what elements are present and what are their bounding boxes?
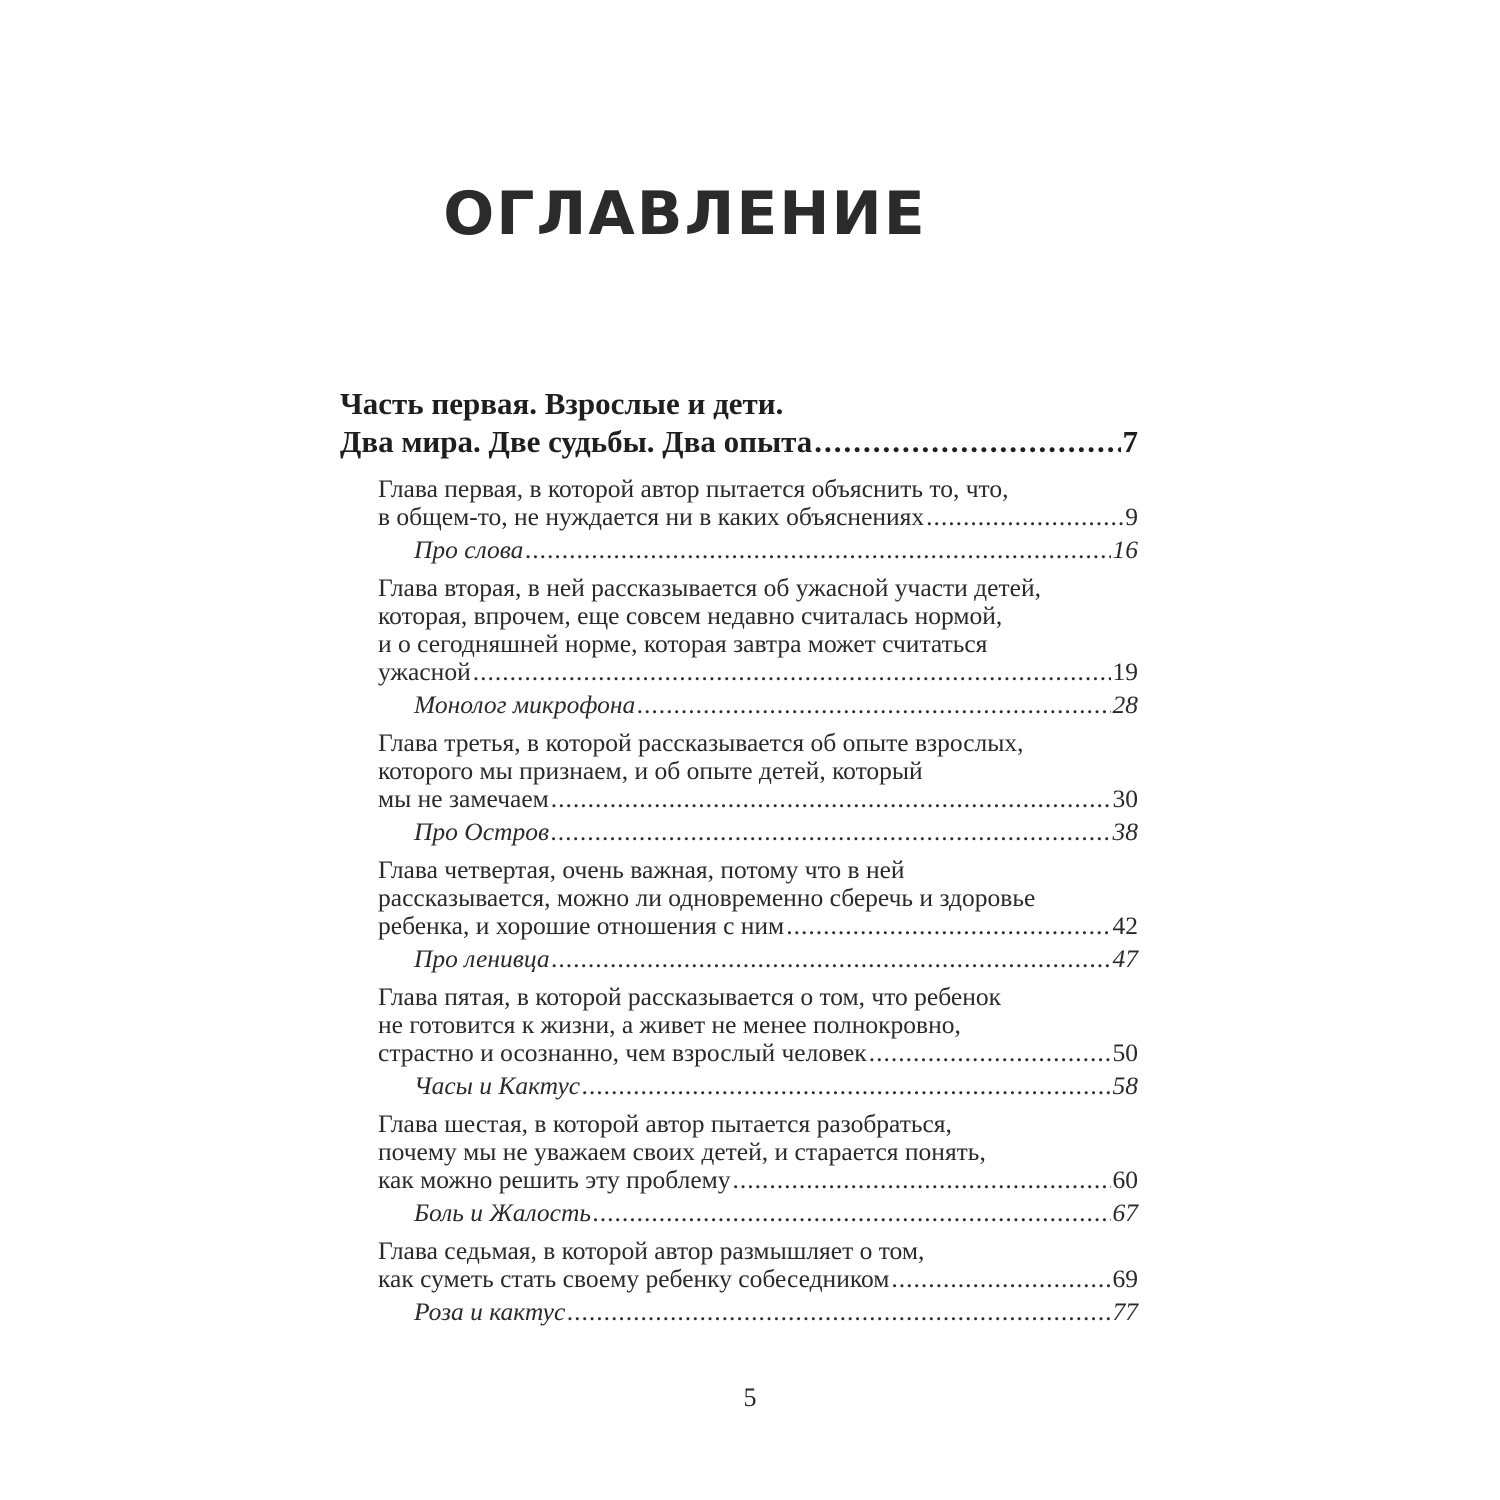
toc-line: мы не замечаем xyxy=(378,784,549,813)
page-ref: 50 xyxy=(1112,1038,1138,1067)
toc-interlude-entry xyxy=(414,1298,1138,1326)
toc-line: Глава вторая, в ней рассказывается об ужасной участи детей, xyxy=(378,574,1041,602)
toc-line: Роза и кактус xyxy=(414,1297,566,1326)
dot-leader xyxy=(567,1298,1110,1326)
toc-leader-line xyxy=(414,1072,1138,1100)
toc-line: как можно решить эту проблему xyxy=(378,1165,731,1194)
dot-leader xyxy=(582,1072,1110,1100)
toc-line: Два мира. Две судьбы. Два опыта xyxy=(340,424,813,459)
toc-chapter-entry xyxy=(378,856,1138,940)
toc-leader-line xyxy=(378,912,1138,940)
toc-line: рассказывается, можно ли одновременно сберечь и здоровье xyxy=(378,884,1036,912)
toc-line: ребенка, и хорошие отношения с ним xyxy=(378,911,785,940)
toc-line: Часть первая. Взрослые и дети. xyxy=(340,386,784,421)
page-number: 5 xyxy=(743,1383,757,1412)
dot-leader xyxy=(551,818,1110,846)
dot-leader xyxy=(552,945,1111,973)
page-ref: 60 xyxy=(1112,1165,1138,1194)
toc-leader-line xyxy=(378,1265,1138,1293)
toc-leader-line xyxy=(414,1298,1138,1326)
page-ref: 7 xyxy=(1122,424,1138,459)
page-ref: 38 xyxy=(1112,817,1138,846)
dot-leader xyxy=(637,691,1110,719)
dot-leader xyxy=(926,503,1123,531)
toc-chapter-entry xyxy=(378,1237,1138,1293)
toc-leader-line xyxy=(414,1199,1138,1227)
toc-line: Монолог микрофона xyxy=(414,690,636,719)
page-ref: 47 xyxy=(1112,944,1138,973)
toc-interlude-entry xyxy=(414,536,1138,564)
page-ref: 42 xyxy=(1112,911,1138,940)
toc-line: не готовится к жизни, а живет не менее полнокровно, xyxy=(378,1011,961,1039)
page-ref: 69 xyxy=(1112,1264,1138,1293)
dot-leader xyxy=(786,912,1110,940)
toc-chapter-entry xyxy=(378,1110,1138,1194)
toc-interlude-entry xyxy=(414,691,1138,719)
dot-leader xyxy=(869,1039,1111,1067)
page-ref: 58 xyxy=(1112,1071,1138,1100)
toc-line: Часы и Кактус xyxy=(414,1071,581,1100)
toc-line: как суметь стать своему ребенку собеседником xyxy=(378,1264,890,1293)
toc-leader-line xyxy=(414,818,1138,846)
toc-line: в общем-то, не нуждается ни в каких объяснениях xyxy=(378,502,925,531)
toc-line: Глава четвертая, очень важная, потому что в ней xyxy=(378,856,905,884)
toc-leader-line xyxy=(378,1039,1138,1067)
table-of-contents xyxy=(340,385,1138,1336)
page-ref: 77 xyxy=(1112,1297,1138,1326)
page-ref: 30 xyxy=(1112,784,1138,813)
toc-leader-line xyxy=(414,536,1138,564)
toc-line: Глава третья, в которой рассказывается об опыте взрослых, xyxy=(378,729,1024,757)
toc-line: которого мы признаем, и об опыте детей, который xyxy=(378,757,923,785)
toc-line: Про слова xyxy=(414,535,524,564)
toc-interlude-entry xyxy=(414,1199,1138,1227)
toc-line: Глава пятая, в которой рассказывается о том, что ребенок xyxy=(378,983,1001,1011)
toc-line: почему мы не уважаем своих детей, и старается понять, xyxy=(378,1138,986,1166)
toc-interlude-entry xyxy=(414,1072,1138,1100)
toc-leader-line xyxy=(340,423,1138,461)
dot-leader xyxy=(891,1265,1110,1293)
toc-line: которая, впрочем, еще совсем недавно считалась нормой, xyxy=(378,602,1003,630)
toc-chapter-entry xyxy=(378,475,1138,531)
toc-line: Боль и Жалость xyxy=(414,1198,592,1227)
page-ref: 28 xyxy=(1112,690,1138,719)
toc-line: Глава седьмая, в которой автор размышляет о том, xyxy=(378,1237,925,1265)
page-title: ОГЛАВЛЕНИЕ xyxy=(443,179,927,249)
toc-line: Про ленивца xyxy=(414,944,550,973)
toc-interlude-entry xyxy=(414,945,1138,973)
toc-leader-line xyxy=(414,691,1138,719)
toc-leader-line xyxy=(414,945,1138,973)
toc-line: и о сегодняшней норме, которая завтра может считаться xyxy=(378,630,988,658)
dot-leader xyxy=(525,536,1110,564)
toc-interlude-entry xyxy=(414,818,1138,846)
dot-leader xyxy=(473,658,1111,686)
toc-line: страстно и осознанно, чем взрослый человек xyxy=(378,1038,867,1067)
toc-chapter-entry xyxy=(378,983,1138,1067)
toc-chapter-entry xyxy=(378,729,1138,813)
toc-chapter-entry xyxy=(378,574,1138,686)
toc-line: Глава шестая, в которой автор пытается разобраться, xyxy=(378,1110,952,1138)
page-ref: 16 xyxy=(1112,535,1138,564)
page-ref: 9 xyxy=(1125,502,1138,531)
toc-part-entry xyxy=(340,385,1138,461)
toc-leader-line xyxy=(378,1166,1138,1194)
toc-line: ужасной xyxy=(378,657,471,686)
dot-leader xyxy=(551,785,1111,813)
toc-leader-line xyxy=(378,503,1138,531)
toc-leader-line xyxy=(378,658,1138,686)
toc-leader-line xyxy=(378,785,1138,813)
dot-leader xyxy=(593,1199,1110,1227)
page-ref: 67 xyxy=(1112,1198,1138,1227)
dot-leader xyxy=(814,423,1120,461)
page-ref: 19 xyxy=(1112,657,1138,686)
dot-leader xyxy=(733,1166,1111,1194)
toc-line: Про Остров xyxy=(414,817,550,846)
toc-line: Глава первая, в которой автор пытается объяснить то, что, xyxy=(378,475,1009,503)
